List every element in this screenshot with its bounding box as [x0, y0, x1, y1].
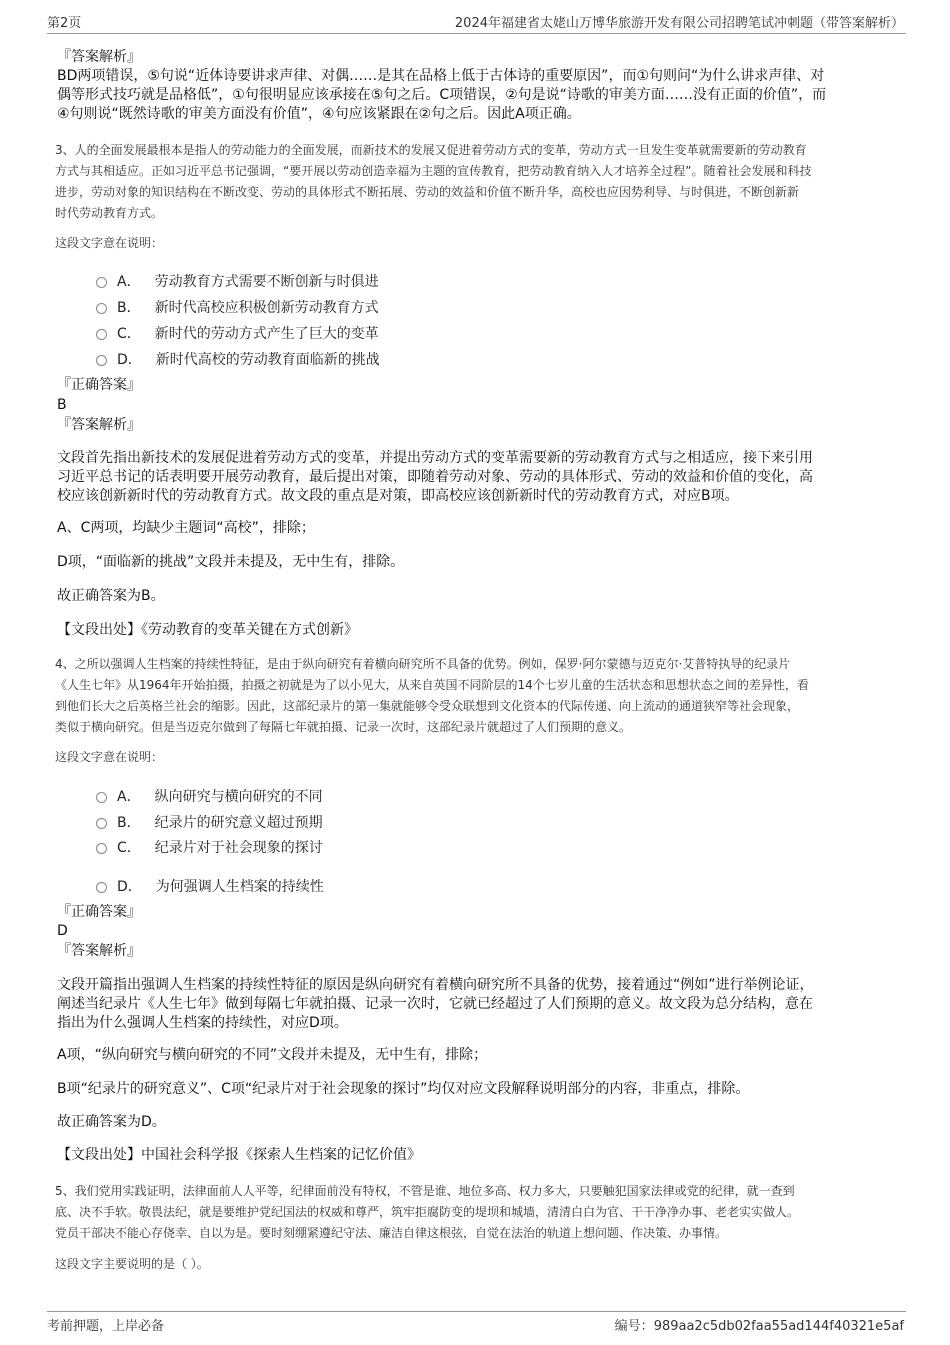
q2-analysis-label: 『答案解析』: [57, 49, 141, 65]
document-title: 2024年福建省太姥山万博华旅游开发有限公司招聘笔试冲刺题（带答案解析）: [454, 16, 904, 31]
radio-icon[interactable]: [96, 792, 107, 803]
q3-conclusion: 故正确答案为B。: [57, 588, 165, 604]
q3-option-c[interactable]: C． 新时代的劳动方式产生了巨大的变革: [96, 323, 379, 343]
footer-divider: [47, 1311, 906, 1312]
q3-stem-line: 时代劳动教育方式。: [55, 206, 164, 220]
q4-stem-line: 《人生七年》从1964年开始拍摄，拍摄之初就是为了以小见大，从来自英国不同阶层的14个七岁儿童的生活状态和思想状态之间的差异性，看: [55, 678, 809, 692]
q4-option-d[interactable]: D． 为何强调人生档案的持续性: [96, 876, 324, 896]
q3-option-b[interactable]: B． 新时代高校应积极创新劳动教育方式: [96, 297, 379, 317]
radio-icon[interactable]: [96, 277, 107, 288]
q4-prompt: 这段文字意在说明：: [55, 750, 164, 764]
radio-icon[interactable]: [96, 303, 107, 314]
q3-analysis-line: 校应该创新新时代的劳动教育方式。故文段的重点是对策，即高校应该创新新时代的劳动教育方式，对应B项。: [57, 488, 739, 504]
q3-stem-line: 进步，劳动对象的知识结构在不断改变、劳动的具体形式不断拓展、劳动的效益和价值不断升华，高校也应因势利导、与时俱进，不断创新新: [55, 185, 800, 199]
q4-analysis-line: 文段开篇指出强调人生档案的持续性特征的原因是纵向研究有着横向研究所不具备的优势，接着通过“例如”进行举例论证，: [57, 977, 814, 993]
q2-analysis-line: BD两项错误，⑤句说“近体诗要讲求声律、对偶……是其在品格上低于古体诗的重要原因”，而①句则问“为什么讲求声律、对: [57, 68, 825, 84]
q4-option-a[interactable]: A． 纵向研究与横向研究的不同: [96, 786, 323, 806]
q5-stem-line: 底、决不手软。敬畏法纪，就是要维护党纪国法的权威和尊严，筑牢拒腐防变的堤坝和城墙，清清白白为官、干干净净办事、老老实实做人。: [55, 1205, 800, 1219]
q4-stem-line: 到他们长大之后英格兰社会的缩影。因此，这部纪录片的第一集就能够令受众联想到文化资本的代际传递、向上流动的通道狭窄等社会现象，: [55, 699, 800, 713]
q3-analysis-label: 『答案解析』: [57, 417, 141, 433]
q3-analysis: [57, 449, 897, 506]
q4-stem-line: 类似于横向研究。但是当迈克尔做到了每隔七年就拍摄、记录一次时，这部纪录片就超过了人们预期的意义。: [55, 720, 632, 734]
q3-correct-answer: B: [57, 397, 67, 413]
q4-correct-label: 『正确答案』: [57, 904, 141, 920]
radio-icon[interactable]: [96, 818, 107, 829]
q4-stem: [55, 654, 897, 738]
q5-stem-line: 党员干部决不能心存侥幸、自以为是。要时刻绷紧遵纪守法、廉洁自律这根弦，自觉在法治的轨道上想问题、作决策、办事情。: [55, 1226, 728, 1240]
radio-icon[interactable]: [96, 355, 107, 366]
q4-analysis-a: A项，“纵向研究与横向研究的不同”文段并未提及，无中生有，排除；: [57, 1047, 488, 1063]
q4-analysis-label: 『答案解析』: [57, 943, 141, 959]
q4-source: 【文段出处】中国社会科学报《探索人生档案的记忆价值》: [57, 1147, 421, 1163]
q3-stem-line: 3、人的全面发展最根本是指人的劳动能力的全面发展，而新技术的发展又促进着劳动方式的变革，劳动方式一旦发生变革就需要新的劳动教育: [55, 143, 807, 157]
q3-analysis-ac: A、C两项，均缺少主题词“高校”，排除；: [57, 520, 315, 536]
radio-icon[interactable]: [96, 882, 107, 893]
q3-option-d[interactable]: D． 新时代高校的劳动教育面临新的挑战: [96, 349, 380, 369]
q2-analysis-line: 偶等形式技巧就是品格低”，①句很明显应该承接在⑤句之后。C项错误，②句是说“诗歌的审美方面……没有正面的价值”，而: [57, 87, 827, 103]
document-code-value: 989aa2c5db02faa55ad144f40321e5af: [653, 1319, 904, 1334]
page-number: 第2页: [47, 16, 82, 31]
q5-prompt: 这段文字主要说明的是（ ）。: [55, 1257, 209, 1271]
q3-stem-line: 方式与其相适应。正如习近平总书记强调，“要开展以劳动创造幸福为主题的宣传教育，把劳动教育纳入人才培养全过程”。随着社会发展和科技: [55, 164, 812, 178]
q5-stem: [55, 1181, 897, 1244]
radio-icon[interactable]: [96, 843, 107, 854]
q2-analysis: [57, 67, 897, 124]
q5-stem-line: 5、我们党用实践证明，法律面前人人平等，纪律面前没有特权，不管是谁、地位多高、权力多大，只要触犯国家法律或党的纪律，就一查到: [55, 1184, 795, 1198]
footer-slogan: 考前押题，上岸必备: [47, 1319, 165, 1334]
q3-source: 【文段出处】《劳动教育的变革关键在方式创新》: [57, 622, 358, 638]
header-divider: [47, 33, 906, 34]
document-code-label: 编号：: [614, 1319, 654, 1334]
q3-analysis-d: D项，“面临新的挑战”文段并未提及，无中生有，排除。: [57, 554, 405, 570]
q4-analysis-bc: B项“纪录片的研究意义”、C项“纪录片对于社会现象的探讨”均仅对应文段解释说明部分的内容，非重点，排除。: [57, 1081, 750, 1097]
q3-analysis-line: 习近平总书记的话表明要开展劳动教育，最后提出对策，即随着劳动对象、劳动的具体形式、劳动的效益和价值的变化，高: [57, 469, 813, 485]
radio-icon[interactable]: [96, 329, 107, 340]
q4-option-c[interactable]: C． 纪录片对于社会现象的探讨: [96, 837, 323, 857]
document-code: [615, 1315, 904, 1334]
q3-option-a[interactable]: A． 劳动教育方式需要不断创新与时俱进: [96, 271, 379, 291]
q3-prompt: 这段文字意在说明：: [55, 236, 164, 250]
q3-correct-label: 『正确答案』: [57, 377, 141, 393]
q4-option-b[interactable]: B． 纪录片的研究意义超过预期: [96, 812, 323, 832]
q4-correct-answer: D: [57, 923, 68, 939]
q4-analysis-line: 阐述当纪录片《人生七年》做到每隔七年就拍摄、记录一次时，它就已经超过了人们预期的意义。故文段为总分结构，意在: [57, 996, 813, 1012]
q4-conclusion: 故正确答案为D。: [57, 1114, 166, 1130]
q2-analysis-line: ④句则说“既然诗歌的审美方面没有价值”，④句应该紧跟在②句之后。因此A项正确。: [57, 106, 581, 122]
q4-analysis-line: 指出为什么强调人生档案的持续性，对应D项。: [57, 1015, 348, 1031]
q4-analysis: [57, 976, 897, 1033]
q3-analysis-line: 文段首先指出新技术的发展促进着劳动方式的变革，并提出劳动方式的变革需要新的劳动教育方式与之相适应，接下来引用: [57, 450, 813, 466]
q3-stem: [55, 140, 897, 224]
q4-stem-line: 4、之所以强调人生档案的持续性特征，是由于纵向研究有着横向研究所不具备的优势。例如，保罗·阿尔蒙德与迈克尔·艾普特执导的纪录片: [55, 657, 791, 671]
